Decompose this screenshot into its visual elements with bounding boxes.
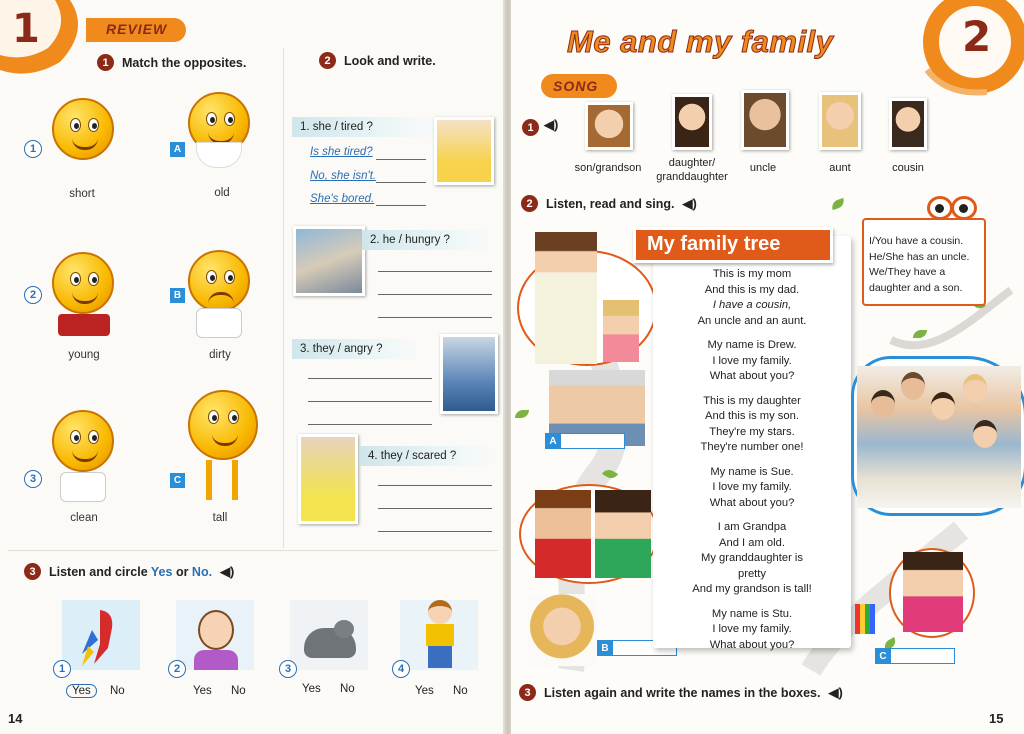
photo-son	[585, 102, 633, 150]
lyric-line: And I am old.	[719, 536, 785, 549]
song-badge: SONG	[553, 78, 599, 94]
lyric-line: What about you?	[709, 496, 795, 509]
grammar-line: daughter and a son.	[869, 281, 963, 294]
tall-leg-left	[206, 460, 212, 500]
pencils-decoration	[855, 604, 875, 634]
grammar-line: I/You have a cousin.	[869, 235, 964, 247]
white-shirt-illustration	[60, 472, 106, 502]
lyric-line: They're my stars.	[709, 425, 795, 438]
label-cousin: cousin	[892, 162, 924, 174]
page-number-right: 15	[989, 711, 1004, 726]
ex2-number: 2	[319, 52, 336, 69]
smiley-dirty	[188, 250, 250, 312]
q2-prompt: 2. he / hungry ?	[362, 230, 494, 250]
beard-illustration	[196, 142, 242, 168]
option-letter-a: A	[170, 142, 185, 157]
item-number-2: 2	[24, 286, 42, 304]
photo-daughter	[672, 94, 712, 150]
ex3-item-1: 1	[53, 660, 71, 678]
ex3-1-yes[interactable]: Yes	[66, 684, 97, 698]
option-letter-c: C	[170, 473, 185, 488]
photo-scared-girls	[298, 434, 358, 524]
unit-title: Me and my family	[567, 24, 834, 59]
cat-picture	[290, 600, 368, 670]
review-badge: REVIEW	[106, 21, 168, 37]
ex3-item-3: 3	[279, 660, 297, 678]
photo-girl-kid	[595, 490, 651, 578]
label-uncle: uncle	[749, 162, 777, 174]
left-page	[0, 0, 505, 734]
unit-number-right: 2	[962, 12, 992, 61]
boy-picture	[400, 600, 478, 670]
audio-icon[interactable]: ◀)	[220, 563, 235, 579]
lyric-line: My granddaughter is	[701, 552, 803, 564]
stanza-4	[657, 465, 847, 512]
ex3-no: No.	[191, 564, 213, 579]
q1-lines	[376, 144, 426, 206]
grammar-line: He/She has an uncle.	[869, 250, 970, 263]
page-number-left: 14	[8, 711, 23, 726]
q4-prompt: 4. they / scared ?	[360, 446, 496, 466]
word-old: old	[214, 187, 230, 199]
tall-leg-right	[232, 460, 238, 500]
grammar-line: We/They have a	[869, 266, 946, 278]
right-ex2-audio-icon[interactable]: ◀)	[682, 195, 697, 211]
ex3-2-yes[interactable]: Yes	[193, 685, 212, 697]
q1-answer-2: No, she isn't.	[310, 170, 377, 182]
right-ex3-title: Listen again and write the names in the boxes.	[544, 685, 821, 700]
lyric-line: This is my mom	[712, 268, 792, 280]
right-ex2-title: Listen, read and sing.	[546, 196, 675, 211]
label-son-grandson: son/grandson	[574, 162, 642, 174]
photo-angry-boys	[440, 334, 498, 414]
stanza-6	[657, 607, 847, 654]
right-ex1-number: 1	[522, 119, 539, 136]
smiley-tall	[188, 390, 258, 460]
option-letter-b: B	[170, 288, 185, 303]
right-ex3-header	[519, 684, 843, 701]
song-title: My family tree	[647, 233, 781, 255]
q3-prompt: 3. they / angry ?	[292, 339, 422, 359]
stanza-3	[657, 394, 847, 456]
lyric-line: And this is my son.	[705, 410, 799, 422]
ex1-title: Match the opposites.	[122, 55, 247, 70]
q1-answer-1: Is she tired?	[310, 146, 373, 158]
lyric-line: I love my family.	[712, 481, 792, 493]
lyric-line: I love my family.	[712, 623, 792, 635]
right-ex1-audio-icon[interactable]: ◀)	[544, 117, 559, 132]
photo-sue	[527, 594, 597, 666]
ex1-number: 1	[97, 54, 114, 71]
lyric-line: I have a cousin,	[712, 299, 792, 311]
lyric-line: My name is Sue.	[710, 465, 794, 478]
ex3-title-prefix: Listen and circle	[49, 564, 151, 579]
parrot-picture	[62, 600, 140, 670]
photo-drew	[535, 232, 597, 364]
ex3-number: 3	[24, 563, 41, 580]
q2-lines[interactable]	[378, 256, 492, 318]
ex1-header	[97, 54, 246, 71]
unit-number: 1	[12, 6, 40, 52]
photo-boy-kid	[535, 490, 591, 578]
ex3-item-4: 4	[392, 660, 410, 678]
q1-answer-3: She's bored.	[310, 193, 375, 205]
lyric-line: And this is my dad.	[704, 283, 800, 296]
girl-picture	[176, 600, 254, 670]
ex3-3-no[interactable]: No	[340, 683, 355, 695]
word-dirty: dirty	[209, 349, 231, 361]
right-page	[511, 0, 1024, 734]
right-ex3-audio-icon[interactable]: ◀)	[828, 684, 843, 700]
photo-cousin-girl	[903, 552, 963, 632]
ex3-yes: Yes	[150, 564, 173, 579]
ex2-header	[319, 52, 436, 69]
lyric-line: What about you?	[709, 370, 795, 382]
box-c-letter: C	[875, 648, 891, 664]
q4-lines[interactable]	[378, 470, 492, 532]
stanza-5	[657, 520, 847, 598]
lyric-line: My name is Drew.	[707, 339, 797, 351]
ex3-4-no[interactable]: No	[453, 685, 468, 697]
ex3-or: or	[172, 564, 192, 579]
ex3-2-no[interactable]: No	[231, 685, 246, 697]
word-short: short	[69, 188, 95, 200]
lyric-line: This is my daughter	[703, 394, 801, 407]
column-divider	[283, 48, 284, 548]
ex3-header	[24, 563, 234, 580]
smiley-young	[52, 252, 114, 314]
word-tall: tall	[212, 512, 228, 524]
photo-hungry-boy	[293, 226, 365, 296]
stanza-1	[657, 267, 847, 329]
photo-uncle	[741, 90, 789, 150]
stanza-2	[657, 338, 847, 385]
right-ex3-number: 3	[519, 684, 536, 701]
grammar-text	[869, 234, 969, 296]
q1-prompt: 1. she / tired ?	[292, 117, 442, 137]
label-daughter-granddaughter: daughter/ granddaughter	[656, 157, 728, 183]
word-clean: clean	[70, 512, 98, 524]
q3-lines[interactable]	[308, 363, 432, 425]
eyes-mascot-icon	[927, 196, 977, 222]
photo-sister	[603, 300, 639, 362]
smiley-clean	[52, 410, 114, 472]
box-a-letter: A	[545, 433, 561, 449]
ex2-title: Look and write.	[344, 53, 436, 68]
lyric-line: pretty	[738, 567, 766, 580]
lyric-line: My name is Stu.	[711, 607, 793, 620]
answer-box-c[interactable]	[875, 648, 955, 664]
lyric-line: An uncle and an aunt.	[697, 314, 807, 327]
stained-shirt-illustration	[196, 308, 242, 338]
lyric-line: I love my family.	[712, 354, 792, 367]
lyric-line: What about you?	[709, 638, 795, 651]
item-number-3: 3	[24, 470, 42, 488]
photo-cousin	[889, 98, 927, 150]
photo-tired-girl	[434, 117, 494, 185]
lyric-line: They're number one!	[700, 441, 804, 453]
ex3-item-2: 2	[168, 660, 186, 678]
ex3-3-yes[interactable]: Yes	[302, 683, 321, 695]
answer-box-a[interactable]	[545, 433, 625, 449]
right-ex2-number: 2	[521, 195, 538, 212]
sneakers-illustration	[58, 314, 110, 336]
photo-family-table	[857, 366, 1021, 508]
ex3-4-yes[interactable]: Yes	[415, 685, 434, 697]
section-divider	[8, 550, 498, 551]
box-b-letter: B	[597, 640, 613, 656]
photo-aunt	[819, 92, 861, 150]
item-number-1: 1	[24, 140, 42, 158]
ex3-1-no[interactable]: No	[110, 685, 125, 697]
smiley-short	[52, 98, 114, 160]
song-lyrics	[657, 267, 847, 662]
lyric-line: And my grandson is tall!	[692, 583, 812, 595]
word-young: young	[68, 349, 100, 361]
label-aunt: aunt	[829, 162, 851, 174]
lyric-line: I am Grandpa	[717, 521, 787, 533]
